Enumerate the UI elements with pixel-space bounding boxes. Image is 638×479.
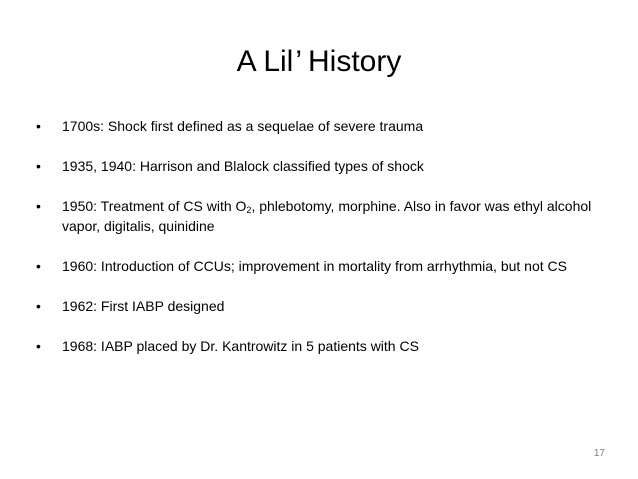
bullet-text: 1968: IABP placed by Dr. Kantrowitz in 5 patients with CS [62,338,419,354]
bullet-item [36,296,616,316]
page-number: 17 [593,448,605,459]
bullet-text: 1960: Introduction of CCUs; improvement in mortality from arrhythmia, but not CS [62,258,567,274]
bullet-dot-icon: • [36,198,41,214]
bullet-item [36,256,616,276]
bullet-text-after: , phlebotomy, morphine. Also in favor was ethyl alcohol vapor, digitalis, quinidine [62,198,592,234]
bullet-item [36,156,616,176]
bullet-dot-icon: • [36,158,41,174]
bullet-item [36,336,616,356]
slide-title-suffix: History [308,45,402,78]
bullet-dot-icon: • [36,298,41,314]
bullet-list [36,116,616,376]
bullet-text [62,198,591,234]
bullet-dot-icon: • [36,258,41,274]
bullet-item [36,116,616,136]
bullet-text: 1935, 1940: Harrison and Blalock classified types of shock [62,158,424,174]
bullet-text: 1700s: Shock first defined as a sequelae of severe trauma [62,118,424,134]
slide-title-apostrophe: ’ [295,45,303,78]
bullet-dot-icon: • [36,118,41,134]
bullet-item [36,196,616,236]
bullet-text: 1962: First IABP designed [62,298,225,314]
bullet-text-before: 1950: Treatment of CS with O [62,198,247,214]
slide-title [0,44,638,80]
bullet-subscript: 2 [246,205,252,215]
slide-title-prefix: A Lil [236,45,294,78]
bullet-dot-icon: • [36,338,41,354]
